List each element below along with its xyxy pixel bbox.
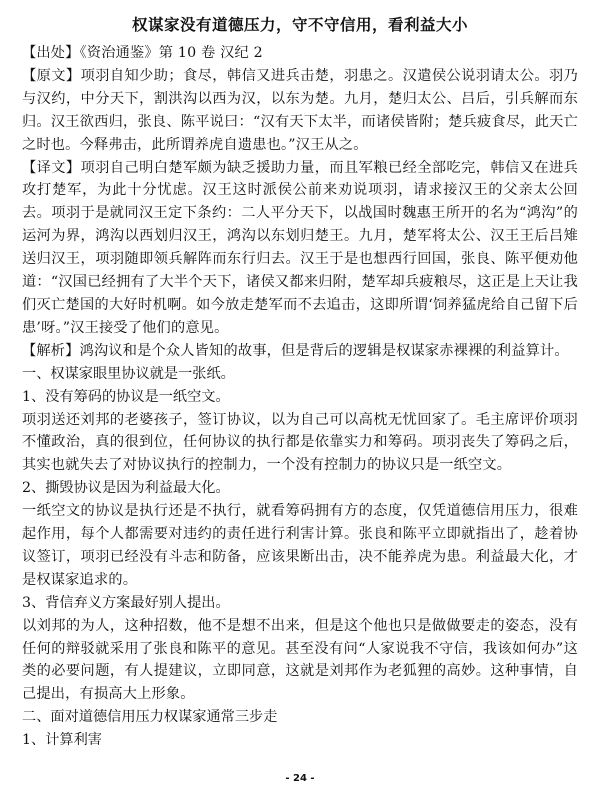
translation-label: 【译文】	[22, 159, 81, 176]
point-2-heading: 2、撕毁协议是因为利益最大化。	[22, 480, 230, 497]
analysis-paragraph	[22, 340, 578, 363]
source-text: 《资治通鉴》第 10 卷 汉纪 2	[79, 45, 263, 61]
source-paragraph	[22, 42, 578, 65]
point-3-body: 以刘邦的为人，这种招数，他不是想不出来，但是这个他也只是做做要走的姿态，没有任何的辩驳就采用了张良和陈平的意见。甚至没有问“人家说我不守信，我该如何办”这类的必要问题，有人提建议，立即同意，这就是刘邦作为老狐狸的高妙。这种事情，自己提出，有损高大上形象。	[22, 617, 578, 703]
analysis-body: 鸿沟议和是个众人皆知的故事，但是背后的逻辑是权谋家赤裸裸的利益算计。	[79, 342, 569, 359]
translation-paragraph	[22, 157, 578, 340]
section-1-heading: 一、权谋家眼里协议就是一张纸。	[22, 365, 235, 382]
translation-body: 项羽自己明白楚军颇为缺乏援助力量，而且军粮已经全部吃完，韩信又在进兵攻打楚军，为此十分忧虑。汉王这时派侯公前来劝说项羽，请求接汉王的父亲太公回去。项羽于是就同汉王定下条约：二人平分天下，以战国时魏惠王所开的名为“鸿沟”的运河为界，鸿沟以西划归汉王，鸿沟以东划归楚王。九月，楚军将太公、汉王王后吕雉送归汉王，项羽随即领兵解阵而东行归去。汉王于是也想西行回国，张良、陈平便劝他道：“汉国已经拥有了大半个天下，诸侯又都来归附，楚军却兵疲粮尽，这正是上天让我们灭亡楚国的大好时机啊。如今放走楚军而不去追击，这即所谓‘饲养猛虎给自己留下后患’呀。”汉王接受了他们的意见。	[22, 159, 578, 336]
original-text-body: 项羽自知少助；食尽，韩信又进兵击楚，羽患之。汉遣侯公说羽请太公。羽乃与汉约，中分天下，割洪沟以西为汉，以东为楚。九月，楚归太公、吕后，引兵解而东归。汉王欲西归，张良、陈平说曰：“汉有天下太半，而诸侯皆附；楚兵疲食尽，此天亡之时也。今释弗击，此所谓养虎自遗患也。”汉王从之。	[22, 67, 578, 153]
section-2-point-1-heading: 1、计算利害	[22, 732, 102, 749]
original-text-label: 【原文】	[22, 67, 81, 84]
analysis-label: 【解析】	[22, 342, 80, 359]
point-3-heading: 3、背信弃义方案最好别人提出。	[22, 594, 230, 611]
point-1-heading: 1、没有筹码的协议是一纸空文。	[22, 388, 230, 405]
article-title: 权谋家没有道德压力，守不守信用，看利益大小	[131, 15, 468, 34]
original-text-paragraph	[22, 65, 578, 157]
point-2-body: 一纸空文的协议是执行还是不执行，就看筹码拥有方的态度，仅凭道德信用压力，很难起作用，每个人都需要对违约的责任进行利害计算。张良和陈平立即就指出了，趁着协议签订，项羽已经没有斗志和防备，应该果断出击，决不能养虎为患。利益最大化，才是权谋家追求的。	[22, 503, 578, 588]
source-label: 【出处】	[22, 45, 80, 61]
point-1-body: 项羽送还刘邦的老婆孩子，签订协议，以为自己可以高枕无忧回家了。毛主席评价项羽不懂政治，真的很到位，任何协议的执行都是依靠实力和筹码。项羽丧失了筹码之后，其实也就失去了对协议执行的控制力，一个没有控制力的协议只是一纸空文。	[22, 411, 578, 474]
page-number: - 24 -	[285, 773, 315, 784]
section-2-heading: 二、面对道德信用压力权谋家通常三步走	[22, 709, 278, 726]
